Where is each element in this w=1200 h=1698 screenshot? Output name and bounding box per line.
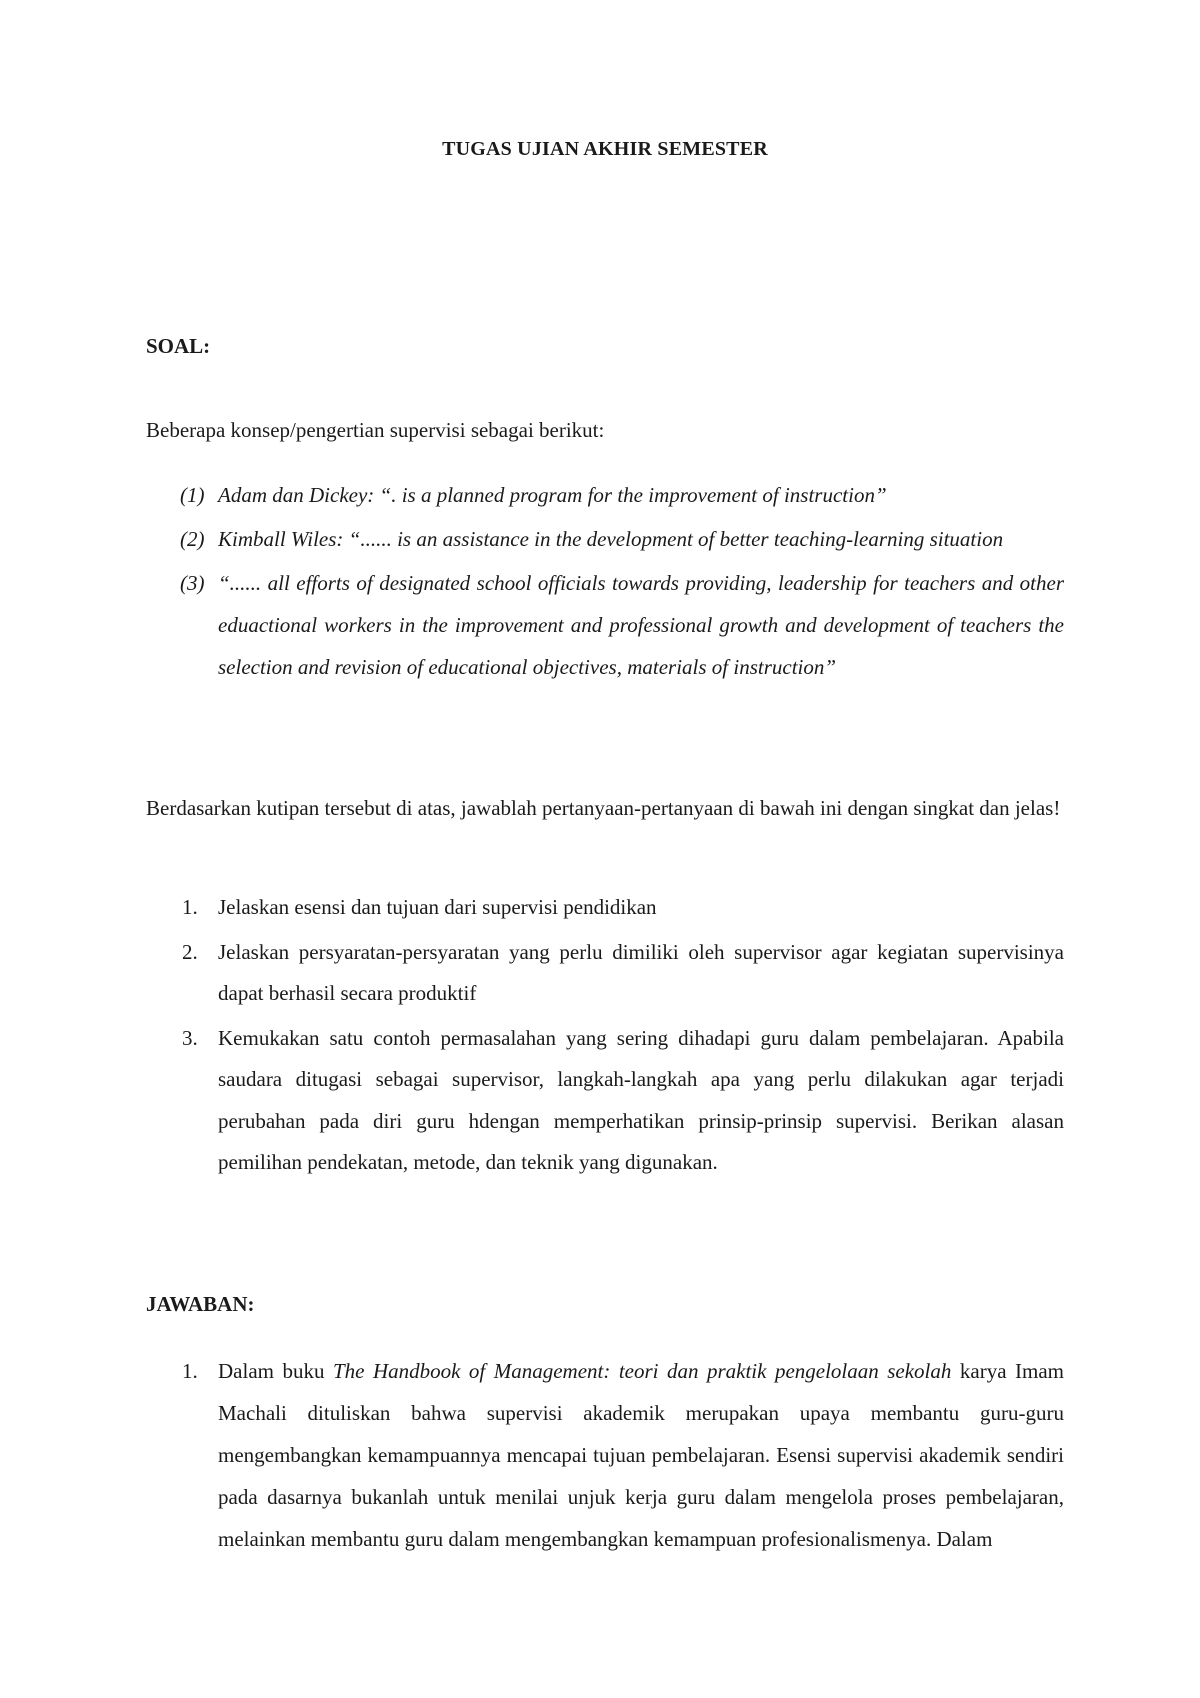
jawaban-heading: JAWABAN: bbox=[146, 1292, 255, 1316]
quote-list bbox=[180, 474, 1064, 690]
quote-text: Adam dan Dickey: “. is a planned program for the improvement of instruction” bbox=[218, 483, 887, 507]
question-number: 2. bbox=[182, 939, 198, 964]
question-number: 1. bbox=[182, 895, 198, 919]
quote-text: Kimball Wiles: “...... is an assistance in the development of better teaching-learning situation bbox=[218, 527, 1004, 551]
soal-heading: SOAL: bbox=[146, 334, 211, 358]
quote-text: “...... all efforts of designated school officials towards providing, leadership for teachers and other eduactional workers in the improvement and professional growth and development of teachers the selection and revision of educational objectives, materials of instruction” bbox=[218, 571, 1064, 679]
question-item bbox=[146, 1018, 1064, 1184]
answer-text: karya Imam Machali dituliskan bahwa supervisi akademik merupakan upaya membantu guru-guru mengembangkan kemampuannya mencapai tujuan pembelajaran. Esensi supervisi akademik sendiri pada dasarnya bukanlah untuk menilai unjuk kerja guru dalam mengelola proses pembelajaran, melainkan membantu guru dalam mengembangkan kemampuan profesionalismenya. Dalam bbox=[218, 1359, 1064, 1551]
instruction-paragraph: Berdasarkan kutipan tersebut di atas, jawablah pertanyaan-pertanyaan di bawah ini dengan singkat dan jelas! bbox=[146, 796, 1061, 820]
question-text: Jelaskan persyaratan-persyaratan yang perlu dimiliki oleh supervisor agar kegiatan supervisinya dapat berhasil secara produktif bbox=[218, 939, 1064, 1005]
quote-number: (3) bbox=[180, 571, 205, 595]
question-number: 3. bbox=[182, 1025, 198, 1050]
answer-item bbox=[146, 1350, 1064, 1560]
question-list bbox=[146, 887, 1064, 1187]
answer-number: 1. bbox=[182, 1359, 198, 1383]
question-item bbox=[146, 932, 1064, 1015]
document-page bbox=[146, 0, 1064, 1698]
intro-paragraph: Beberapa konsep/pengertian supervisi sebagai berikut: bbox=[146, 418, 605, 442]
quote-item bbox=[180, 562, 1064, 688]
question-item bbox=[146, 887, 1064, 929]
quote-item bbox=[180, 474, 1064, 516]
book-title: The Handbook of Management: teori dan praktik pengelolaan sekolah bbox=[332, 1359, 952, 1383]
quote-item bbox=[180, 518, 1064, 560]
quote-number: (1) bbox=[180, 483, 205, 507]
question-text: Jelaskan esensi dan tujuan dari supervisi pendidikan bbox=[218, 895, 657, 919]
quote-number: (2) bbox=[180, 527, 205, 551]
answer-list bbox=[146, 1350, 1064, 1563]
question-text: Kemukakan satu contoh permasalahan yang sering dihadapi guru dalam pembelajaran. Apabila saudara ditugasi sebagai supervisor, langkah-langkah apa yang perlu dilakukan agar terjadi perubahan pada diri guru hdengan memperhatikan prinsip-prinsip supervisi. Berikan alasan pemilihan pendekatan, metode, dan teknik yang digunakan. bbox=[218, 1025, 1064, 1174]
document-title: TUGAS UJIAN AKHIR SEMESTER bbox=[442, 138, 768, 160]
answer-prefix: Dalam buku bbox=[218, 1359, 333, 1383]
